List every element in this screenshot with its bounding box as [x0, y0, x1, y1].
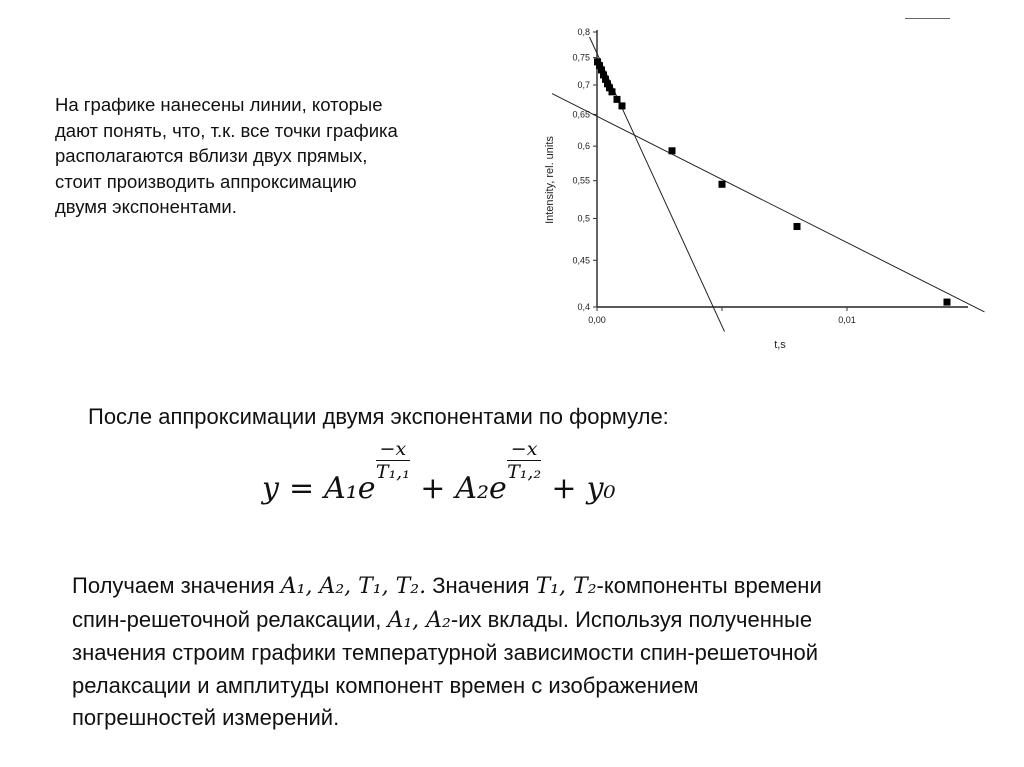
result-line: значения строим графики температурной зависимости спин-решеточной: [72, 640, 819, 665]
data-point: [944, 299, 951, 306]
y-tick-label: 0,7: [577, 79, 590, 90]
data-point: [614, 96, 621, 103]
text: Получаем значения: [72, 573, 281, 598]
intro-line: стоит производить аппроксимацию: [55, 170, 357, 192]
exponent-2: [507, 438, 542, 483]
fit-line-slow: [552, 94, 985, 312]
y-tick-label: 0,45: [572, 255, 590, 266]
data-point: [794, 223, 801, 230]
text: Значения: [426, 573, 536, 598]
data-point: [669, 147, 676, 154]
y-tick-label: 0,75: [572, 52, 590, 63]
intro-line: располагаются вблизи двух прямых,: [55, 145, 368, 166]
y-tick-label: 0,6: [577, 141, 590, 152]
formula-term1: A₁e: [324, 471, 376, 506]
x-tick-label: 0,00: [588, 315, 606, 325]
data-point: [619, 102, 626, 109]
result-line: погрешностей измерений.: [72, 705, 340, 730]
intro-line: дают понять, что, т.к. все точки графика: [55, 119, 398, 141]
math: A₁, A₂: [387, 607, 451, 633]
text: спин-решеточной релаксации,: [72, 606, 388, 632]
formula: [262, 438, 616, 506]
y-tick-label: 0,65: [572, 109, 590, 120]
y-tick-label: 0,8: [577, 27, 590, 37]
result-paragraph: [72, 570, 822, 735]
y-tick-label: 0,5: [577, 213, 590, 224]
math: T₁, T₂: [535, 574, 597, 599]
formula-plus: +: [551, 471, 577, 506]
data-point: [719, 181, 726, 188]
formula-y: y: [262, 471, 279, 506]
exponent-1: [376, 438, 411, 483]
math: A₁, A₂, T₁, T₂.: [280, 574, 427, 599]
x-tick-label: 0,01: [838, 315, 856, 325]
result-line: [72, 604, 822, 638]
exponent-numerator: −x: [376, 438, 411, 461]
result-line: [72, 570, 822, 604]
intro-line: двумя экспонентами.: [55, 196, 237, 217]
exponent-numerator: −x: [507, 438, 542, 461]
text: -компоненты времени: [596, 573, 822, 598]
y-tick-label: 0,55: [572, 175, 590, 186]
text: -их вклады. Используя полученные: [450, 606, 813, 632]
x-axis-label: t,s: [774, 339, 786, 351]
formula-term2: A₂e: [455, 471, 507, 506]
approx-heading: После аппроксимации двумя экспонентами по формуле:: [88, 404, 669, 429]
exponent-denominator: T₁,₁: [375, 461, 410, 483]
formula-eq: =: [288, 471, 315, 506]
y-axis-label: Intensity, rel. units: [544, 136, 556, 224]
intro-line: На графике нанесены линии, которые: [55, 94, 383, 115]
exponent-denominator: T₁,₂: [507, 461, 542, 483]
formula-y0: y₀: [586, 471, 616, 506]
y-tick-label: 0,4: [577, 302, 590, 312]
data-point: [609, 88, 616, 95]
result-line: релаксации и амплитуды компонент времен с изображением: [72, 672, 699, 698]
formula-plus: +: [420, 471, 446, 506]
intensity-chart: [0, 0, 1024, 370]
